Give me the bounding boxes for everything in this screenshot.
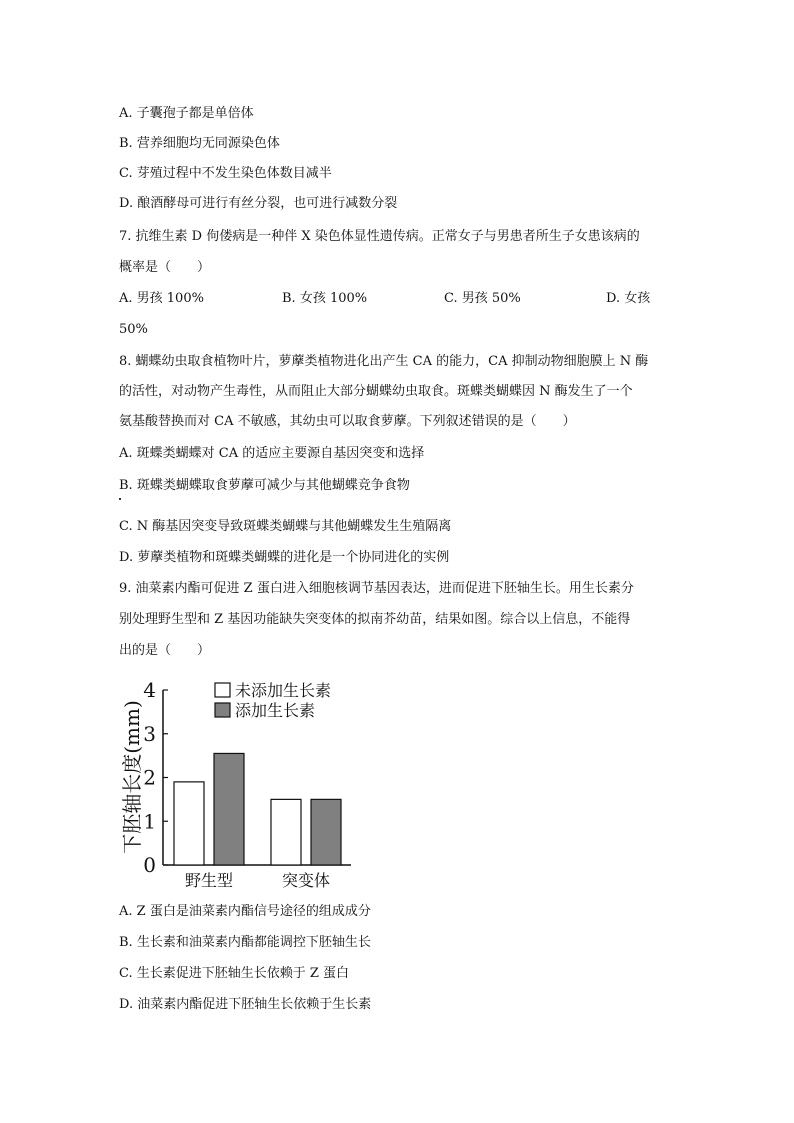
bar bbox=[311, 799, 341, 865]
line-q7-option-d-cont: 50% bbox=[119, 322, 148, 337]
line-q8-stem-1: 8. 蝴蝶幼虫取食植物叶片，萝藦类植物进化出产生 CA 的能力，CA 抑制动物细胞膜上 N 酶 bbox=[119, 354, 649, 369]
line-q9-option-b: B. 生长素和油菜素内酯都能调控下胚轴生长 bbox=[119, 935, 371, 950]
y-tick-label: 3 bbox=[143, 721, 156, 746]
y-tick-label: 0 bbox=[143, 853, 156, 877]
x-tick-label: 野生型 bbox=[184, 871, 234, 890]
line-q6-option-a: A. 子囊孢子都是单倍体 bbox=[119, 106, 254, 121]
line-q6-option-d: D. 酿酒酵母可进行有丝分裂，也可进行减数分裂 bbox=[119, 196, 398, 211]
line-q7-stem-1: 7. 抗维生素 D 佝偻病是一种伴 X 染色体显性遗传病。正常女子与男患者所生子女患该病的 bbox=[119, 229, 640, 244]
line-q7-stem-2: 概率是（ ） bbox=[119, 260, 211, 275]
legend-swatch bbox=[215, 683, 230, 697]
line-q8-stem-3: 氨基酸替换而对 CA 不敏感，其幼虫可以取食萝藦。下列叙述错误的是（ ） bbox=[119, 414, 576, 429]
legend-label: 添加生长素 bbox=[235, 701, 316, 720]
line-q8-option-a: A. 斑蝶类蝴蝶对 CA 的适应主要源自基因突变和选择 bbox=[119, 446, 425, 461]
bar bbox=[214, 753, 244, 865]
bar bbox=[174, 782, 204, 865]
line-q9-option-a: A. Z 蛋白是油菜素内酯信号途径的组成成分 bbox=[119, 904, 371, 919]
y-tick-label: 2 bbox=[143, 765, 156, 790]
line-q8-option-b: B. 斑蝶类蝴蝶取食萝藦可减少与其他蝴蝶竞争食物 bbox=[119, 478, 410, 493]
line-q9-stem-3: 出的是（ ） bbox=[119, 643, 211, 658]
line-q9-option-c: C. 生长素促进下胚轴生长依赖于 Z 蛋白 bbox=[119, 966, 350, 981]
line-q9-stem-2: 别处理野生型和 Z 基因功能缺失突变体的拟南芥幼苗，结果如图。综合以上信息，不能得 bbox=[119, 612, 631, 627]
bar bbox=[271, 799, 301, 865]
line-q6-option-b: B. 营养细胞均无同源染色体 bbox=[119, 136, 280, 151]
x-tick-label: 突变体 bbox=[281, 871, 331, 890]
stray-dot bbox=[119, 498, 121, 500]
y-axis-title: 下胚轴长度(mm) bbox=[120, 700, 144, 854]
legend-label: 未添加生长素 bbox=[235, 681, 332, 700]
line-q8-option-d: D. 萝藦类植物和斑蝶类蝴蝶的进化是一个协同进化的实例 bbox=[119, 550, 450, 565]
line-q6-option-c: C. 芽殖过程中不发生染色体数目减半 bbox=[119, 166, 332, 181]
y-tick-label: 4 bbox=[143, 678, 156, 702]
y-tick-label: 1 bbox=[143, 809, 156, 834]
q7-option-a: A. 男孩 100% bbox=[119, 291, 204, 306]
legend-swatch bbox=[215, 703, 230, 717]
line-q9-option-d: D. 油菜素内酯促进下胚轴生长依赖于生长素 bbox=[119, 997, 372, 1012]
line-q8-option-c: C. N 酶基因突变导致斑蝶类蝴蝶与其他蝴蝶发生生殖隔离 bbox=[119, 519, 452, 534]
line-q9-stem-1: 9. 油菜素内酯可促进 Z 蛋白进入细胞核调节基因表达，进而促进下胚轴生长。用生长素分 bbox=[119, 581, 634, 596]
q7-option-c: C. 男孩 50% bbox=[444, 291, 521, 306]
q7-option-d: D. 女孩 bbox=[606, 291, 651, 306]
q7-option-b: B. 女孩 100% bbox=[282, 291, 368, 306]
line-q8-stem-2: 的活性，对动物产生毒性，从而阻止大部分蝴蝶幼虫取食。斑蝶类蝴蝶因 N 酶发生了一个 bbox=[119, 384, 633, 399]
